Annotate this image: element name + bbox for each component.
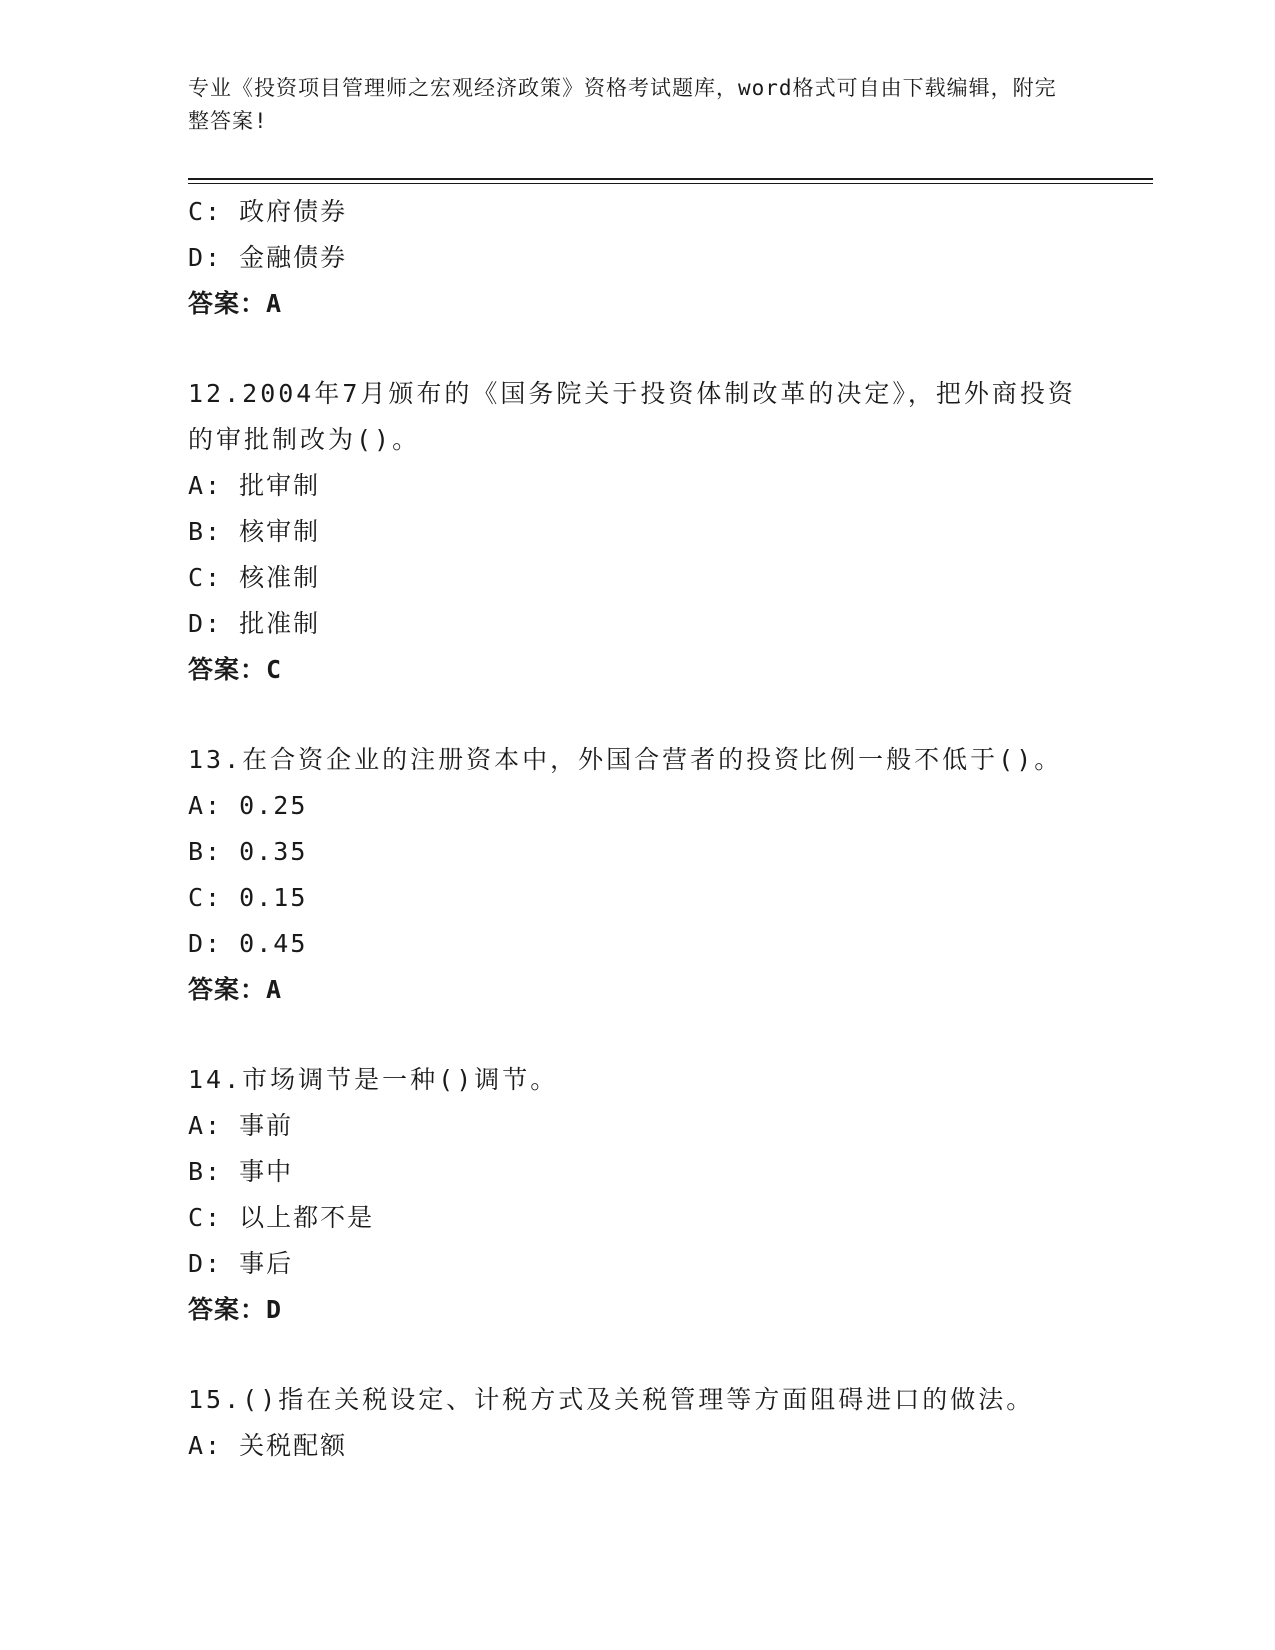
- spacer: [188, 1333, 1088, 1377]
- option-key: D:: [188, 243, 223, 272]
- option-key: A:: [188, 1111, 223, 1140]
- option-line: [188, 1423, 1088, 1469]
- question-stem: 13.在合资企业的注册资本中，外国合营者的投资比例一般不低于()。: [188, 745, 1063, 774]
- option-line: [188, 829, 1088, 875]
- option-line: [188, 1103, 1088, 1149]
- option-key: D:: [188, 1249, 223, 1278]
- option-key: B:: [188, 837, 223, 866]
- answer-line: 答案：A: [188, 289, 283, 318]
- option-line: [188, 783, 1088, 829]
- option-text: 政府债券: [239, 197, 348, 226]
- option-key: C:: [188, 1203, 223, 1232]
- option-key: C:: [188, 883, 223, 912]
- option-key: D:: [188, 929, 223, 958]
- spacer: [188, 1013, 1088, 1057]
- option-line: [188, 875, 1088, 921]
- answer-line: 答案：A: [188, 975, 283, 1004]
- option-key: C:: [188, 197, 223, 226]
- spacer: [188, 693, 1088, 737]
- option-key: C:: [188, 563, 223, 592]
- option-text: 0.45: [239, 929, 308, 958]
- question-stem: 15.()指在关税设定、计税方式及关税管理等方面阻碍进口的做法。: [188, 1385, 1035, 1414]
- question-stem: 12.2004年7月颁布的《国务院关于投资体制改革的决定》，把外商投资的审批制改为()。: [188, 379, 1076, 454]
- question-stem: 14.市场调节是一种()调节。: [188, 1065, 559, 1094]
- spacer: [188, 327, 1088, 371]
- option-text: 事中: [239, 1157, 294, 1186]
- option-text: 事前: [239, 1111, 294, 1140]
- option-line: [188, 601, 1088, 647]
- option-line: [188, 1241, 1088, 1287]
- question-list: [188, 189, 1088, 1469]
- option-text: 0.35: [239, 837, 308, 866]
- option-text: 批准制: [239, 609, 321, 638]
- option-text: 核准制: [239, 563, 321, 592]
- page-header: 专业《投资项目管理师之宏观经济政策》资格考试题库，word格式可自由下载编辑，附完整答案!: [188, 76, 1057, 133]
- option-key: D:: [188, 609, 223, 638]
- option-line: [188, 235, 1088, 281]
- option-line: [188, 555, 1088, 601]
- header-divider-thick: [188, 178, 1153, 180]
- option-line: [188, 509, 1088, 555]
- option-key: A:: [188, 1431, 223, 1460]
- option-text: 0.15: [239, 883, 308, 912]
- option-text: 以上都不是: [239, 1203, 375, 1232]
- option-key: B:: [188, 517, 223, 546]
- option-text: 批审制: [239, 471, 321, 500]
- option-key: A:: [188, 791, 223, 820]
- header-divider-thin: [188, 183, 1153, 184]
- option-key: A:: [188, 471, 223, 500]
- option-line: [188, 1195, 1088, 1241]
- option-line: [188, 463, 1088, 509]
- option-line: [188, 921, 1088, 967]
- answer-line: 答案：D: [188, 1295, 283, 1324]
- answer-line: 答案：C: [188, 655, 283, 684]
- option-text: 关税配额: [239, 1431, 348, 1460]
- option-line: [188, 1149, 1088, 1195]
- option-text: 事后: [239, 1249, 294, 1278]
- option-text: 核审制: [239, 517, 321, 546]
- option-line: [188, 189, 1088, 235]
- option-text: 金融债券: [239, 243, 348, 272]
- option-text: 0.25: [239, 791, 308, 820]
- option-key: B:: [188, 1157, 223, 1186]
